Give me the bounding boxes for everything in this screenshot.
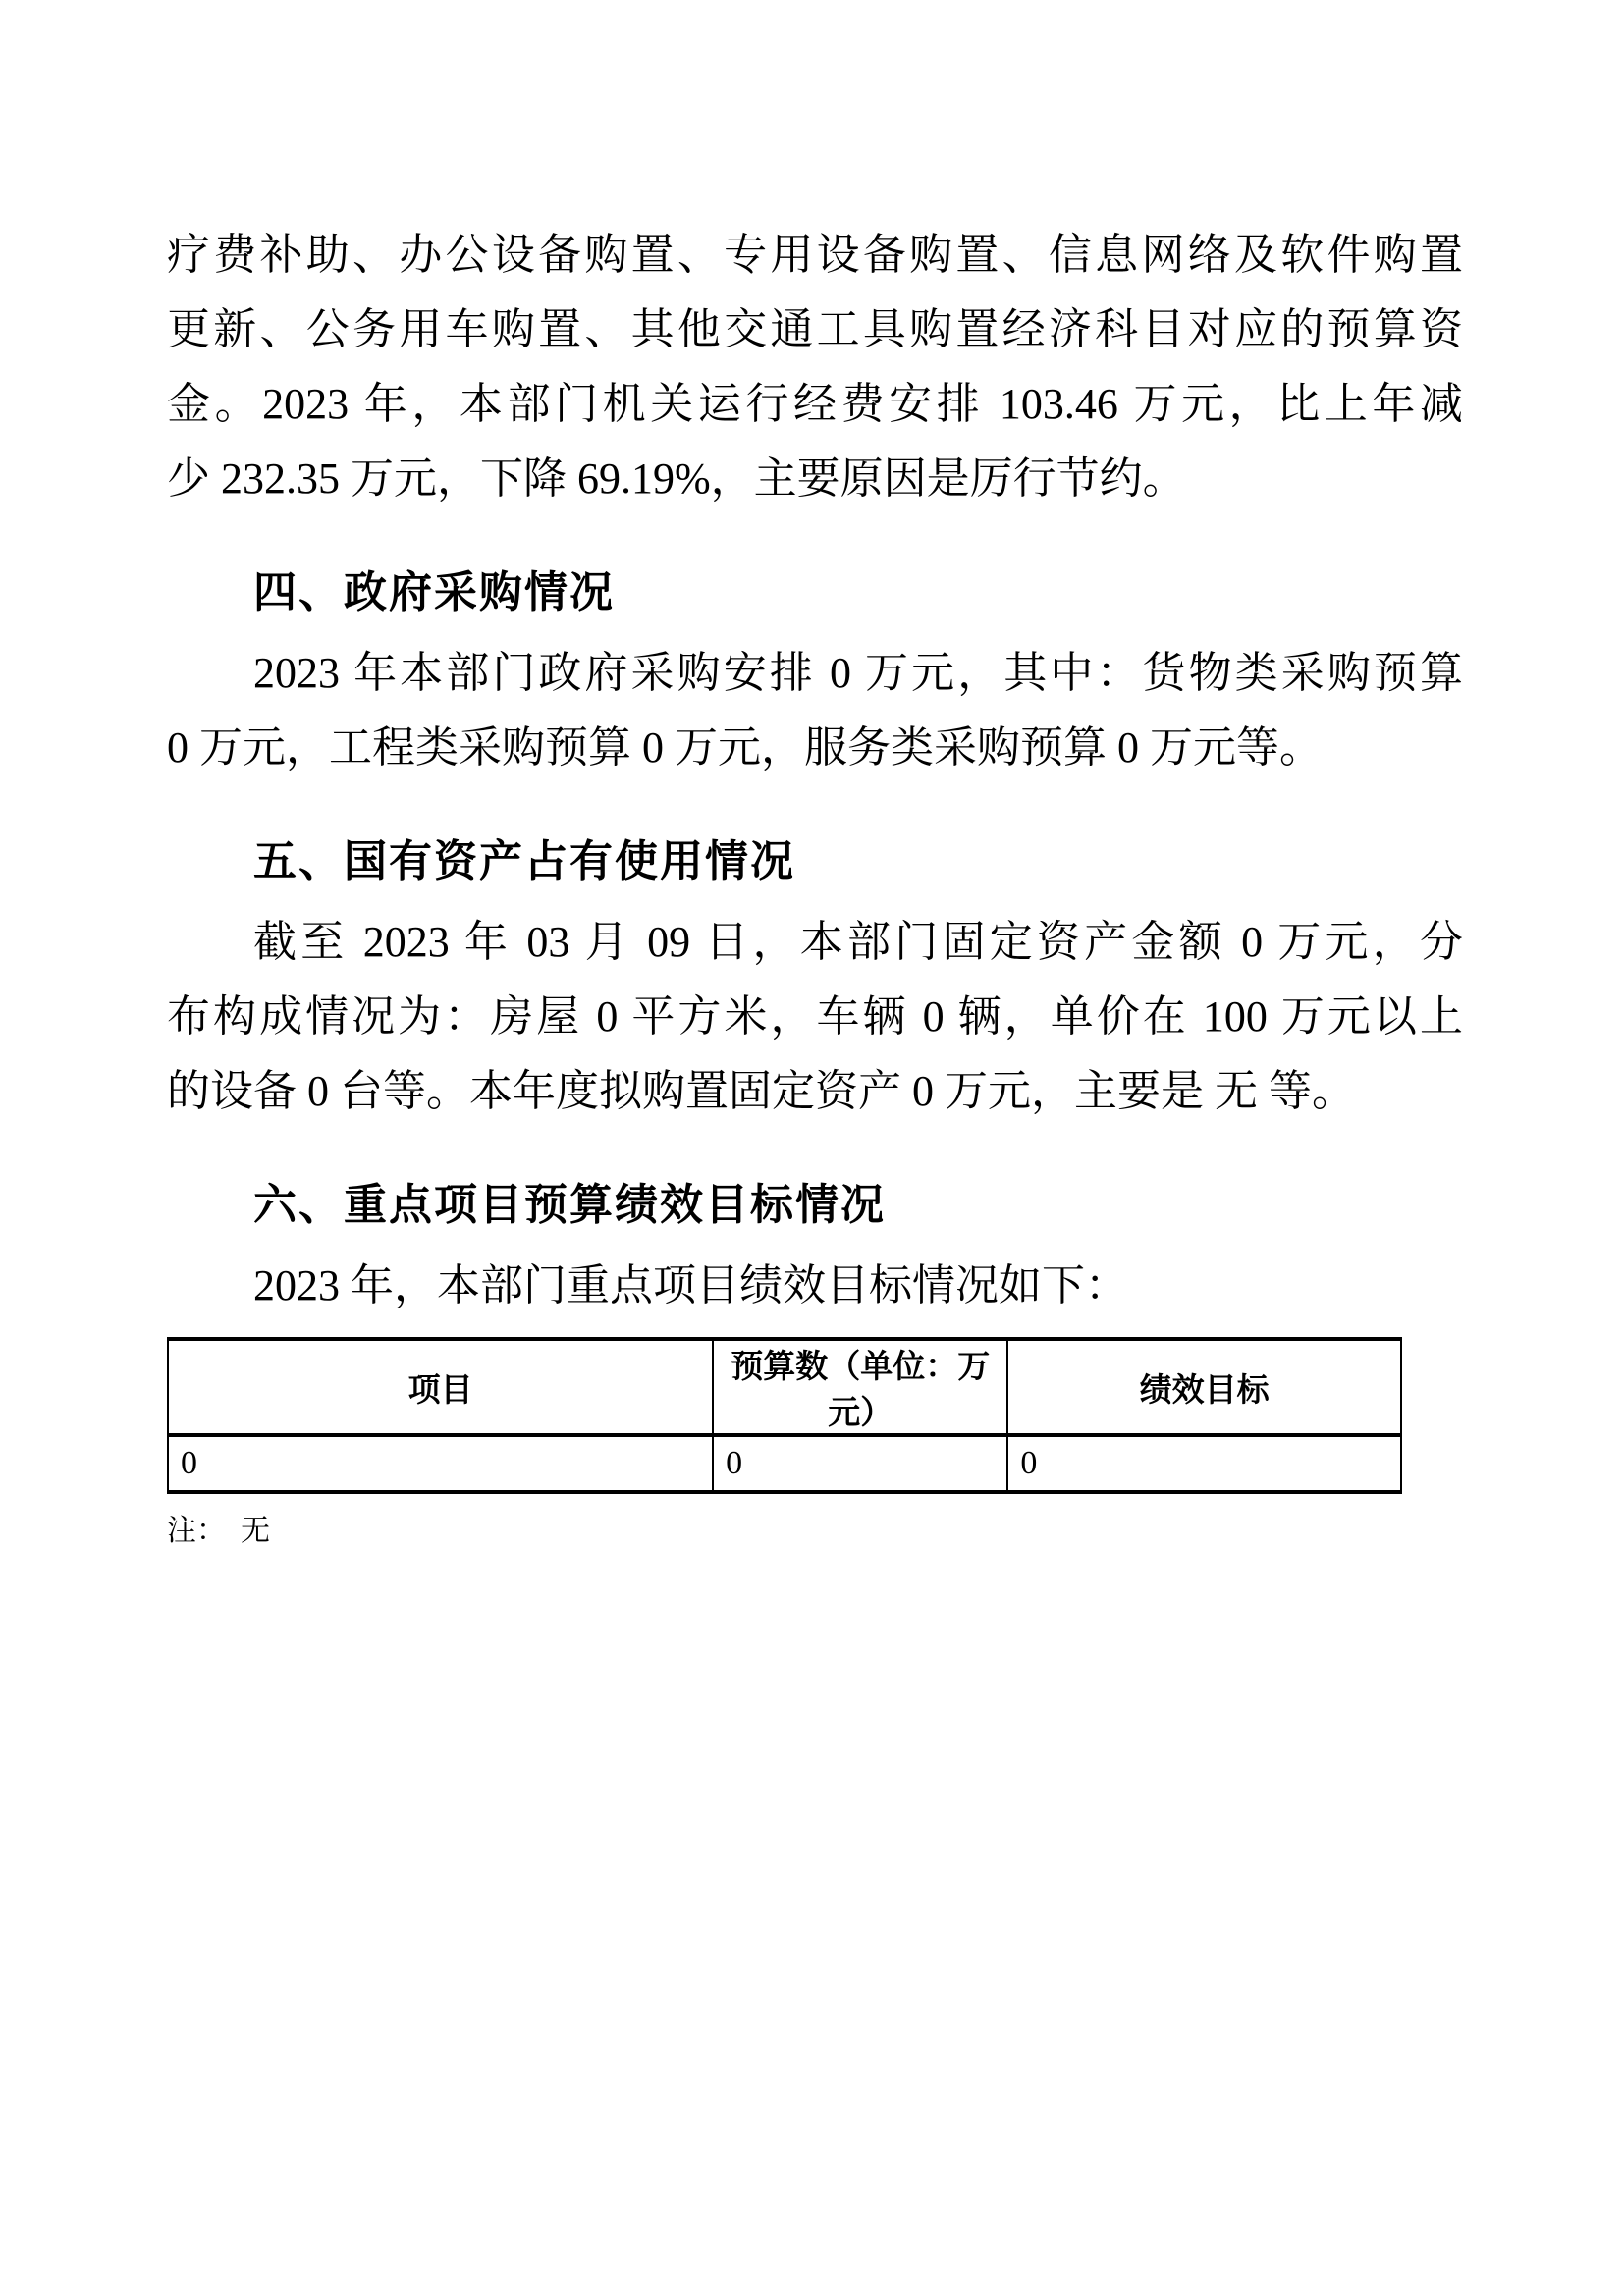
table-header-project: 项目: [168, 1339, 713, 1435]
body-line: 2023 年本部门政府采购安排 0 万元，其中：货物类采购预算: [253, 649, 1463, 697]
table-row: [168, 1435, 1401, 1492]
table-cell-project: 0: [168, 1435, 713, 1492]
table-header-budget: 预算数（单位：万元）: [713, 1339, 1007, 1435]
body-line: 的设备 0 台等。本年度拟购置固定资产 0 万元，主要是 无 等。: [167, 1067, 1355, 1115]
table-note: 注： 无: [167, 1515, 270, 1547]
section-heading-key-project-performance: 六、重点项目预算绩效目标情况: [253, 1180, 886, 1230]
paragraph-key-project-intro: [167, 1249, 1463, 1323]
body-line: 0 万元，工程类采购预算 0 万元，服务类采购预算 0 万元等。: [167, 723, 1323, 772]
table-header-row: [168, 1339, 1401, 1435]
performance-target-table: [167, 1337, 1402, 1494]
table-cell-budget: 0: [713, 1435, 1007, 1492]
body-line: 少 232.35 万元，下降 69.19%，主要原因是厉行节约。: [167, 454, 1186, 503]
body-line: 布构成情况为：房屋 0 平方米，车辆 0 辆，单价在 100 万元以上: [167, 992, 1463, 1041]
body-line: 2023 年，本部门重点项目绩效目标情况如下：: [253, 1261, 1128, 1309]
table-header-performance-target: 绩效目标: [1007, 1339, 1401, 1435]
paragraph-state-assets: [167, 905, 1463, 1129]
section-heading-government-procurement: 四、政府采购情况: [253, 567, 615, 617]
section-heading-state-assets: 五、国有资产占有使用情况: [253, 836, 795, 886]
body-line: 金。2023 年，本部门机关运行经费安排 103.46 万元，比上年减: [167, 380, 1463, 428]
body-line: 疗费补助、办公设备购置、专用设备购置、信息网络及软件购置: [167, 231, 1463, 279]
body-line: 截至 2023 年 03 月 09 日，本部门固定资产金额 0 万元，分: [253, 918, 1463, 966]
paragraph-continuation: [167, 218, 1463, 516]
table-cell-performance-target: 0: [1007, 1435, 1401, 1492]
paragraph-government-procurement: [167, 636, 1463, 785]
body-line: 更新、公务用车购置、其他交通工具购置经济科目对应的预算资: [167, 305, 1463, 353]
